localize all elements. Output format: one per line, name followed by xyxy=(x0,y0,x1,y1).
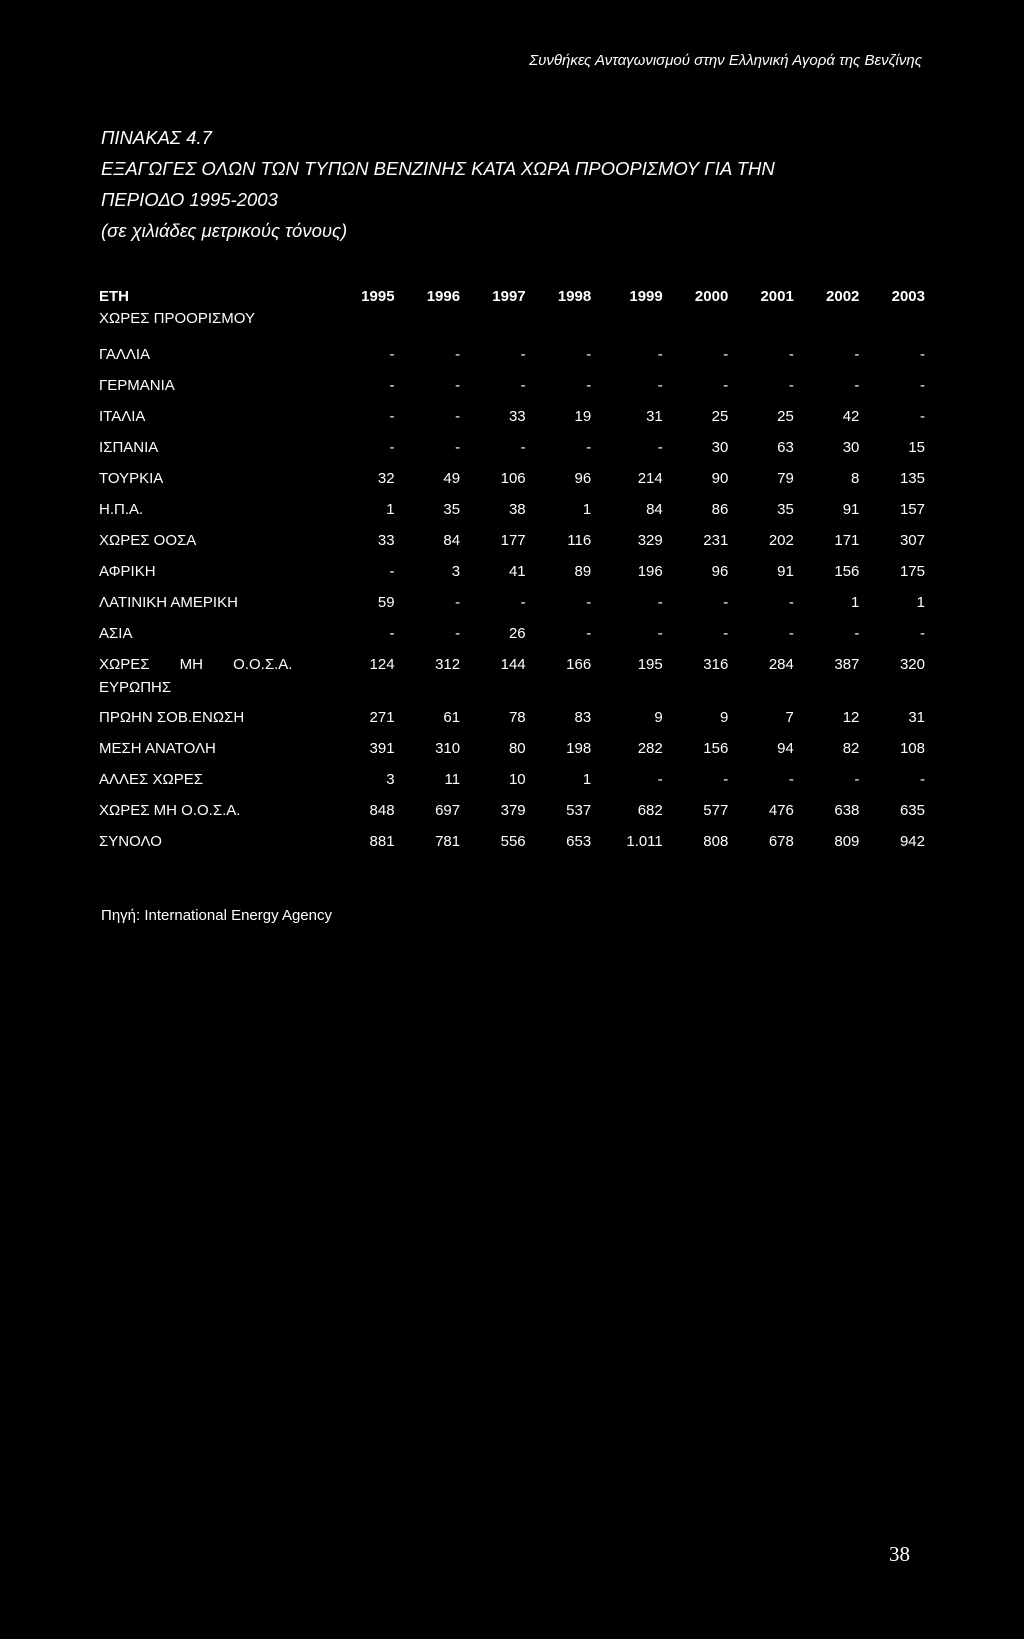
value-cell: 9 xyxy=(719,709,729,726)
value-cell: 379 xyxy=(500,802,526,819)
value-cell: 32 xyxy=(377,470,395,487)
value-cell: 697 xyxy=(435,802,461,819)
value-cell: 881 xyxy=(369,833,395,850)
table-row xyxy=(99,501,925,532)
value-cell: 86 xyxy=(711,501,729,518)
value-cell: - xyxy=(657,594,663,611)
value-cell: - xyxy=(854,625,860,642)
value-cell: 316 xyxy=(703,656,729,673)
value-cell: 25 xyxy=(777,408,794,425)
value-cell: 9 xyxy=(654,709,663,726)
value-cell: - xyxy=(389,563,395,580)
value-cell: 1 xyxy=(386,501,395,518)
country-name: ΛΑΤΙΝΙΚΗ ΑΜΕΡΙΚΗ xyxy=(99,594,238,611)
value-cell: 35 xyxy=(443,501,461,518)
value-cell: 638 xyxy=(834,802,860,819)
value-cell: - xyxy=(657,625,663,642)
value-cell: - xyxy=(657,771,663,788)
value-cell: 1 xyxy=(916,594,925,611)
value-cell: 96 xyxy=(574,470,592,487)
value-cell: - xyxy=(788,771,794,788)
value-cell: 320 xyxy=(899,656,925,673)
value-cell: 90 xyxy=(711,470,729,487)
value-cell: - xyxy=(920,408,925,425)
table-row xyxy=(99,594,925,625)
value-cell: - xyxy=(723,346,729,363)
year-header-cell: 1996 xyxy=(426,288,461,305)
value-cell: - xyxy=(389,408,395,425)
value-cell: 682 xyxy=(637,802,663,819)
country-cell xyxy=(99,439,329,470)
value-cell: 31 xyxy=(646,408,663,425)
value-cell: 678 xyxy=(768,833,794,850)
exports-table xyxy=(99,288,925,864)
table-row xyxy=(99,771,925,802)
country-cell xyxy=(99,470,329,501)
value-cell: - xyxy=(455,439,461,456)
value-cell: 10 xyxy=(508,771,526,788)
country-cell xyxy=(99,377,329,408)
table-row xyxy=(99,408,925,439)
table-row xyxy=(99,470,925,501)
value-cell: - xyxy=(788,377,794,394)
country-cell xyxy=(99,625,329,656)
value-cell: 653 xyxy=(566,833,592,850)
value-cell: - xyxy=(520,346,526,363)
value-cell: - xyxy=(389,625,395,642)
value-cell: - xyxy=(657,439,663,456)
table-units: (σε χιλιάδες μετρικούς τόνους) xyxy=(101,220,348,241)
country-name: ΧΩΡΕΣ ΟΟΣΑ xyxy=(99,532,197,549)
country-cell xyxy=(99,501,329,532)
value-cell: - xyxy=(788,346,794,363)
value-cell: 116 xyxy=(567,532,592,549)
value-cell: - xyxy=(455,625,461,642)
year-header-cell: 2002 xyxy=(826,288,860,305)
value-cell: 171 xyxy=(834,532,860,549)
value-cell: 25 xyxy=(711,408,729,425)
year-header-cell: 1999 xyxy=(629,288,663,305)
value-cell: - xyxy=(586,377,592,394)
value-cell: 80 xyxy=(508,740,526,757)
table-row xyxy=(99,656,925,709)
value-cell: 307 xyxy=(899,532,925,549)
value-cell: - xyxy=(854,377,860,394)
value-cell: 198 xyxy=(566,740,592,757)
value-cell: 84 xyxy=(443,532,461,549)
value-cell: 202 xyxy=(768,532,794,549)
table-row xyxy=(99,563,925,594)
value-cell: - xyxy=(455,594,461,611)
country-cell xyxy=(99,594,329,625)
value-cell: 577 xyxy=(703,802,729,819)
value-cell: 808 xyxy=(703,833,729,850)
value-cell: 106 xyxy=(500,470,526,487)
table-title-line-2: ΠΕΡΙΟΔΟ 1995-2003 xyxy=(101,189,278,210)
value-cell: 33 xyxy=(508,408,526,425)
table-row xyxy=(99,833,925,864)
value-cell: 15 xyxy=(908,439,925,456)
value-cell: 329 xyxy=(637,532,663,549)
country-name-line-2: ΕΥΡΩΠΗΣ xyxy=(99,679,172,696)
value-cell: 78 xyxy=(508,709,526,726)
source-note: Πηγή: International Energy Agency xyxy=(101,907,332,924)
year-header-cell: 2001 xyxy=(760,288,794,305)
value-cell: 59 xyxy=(377,594,395,611)
country-cell xyxy=(99,709,329,740)
country-cell xyxy=(99,532,329,563)
table-row xyxy=(99,709,925,740)
table-row xyxy=(99,625,925,656)
country-header-row xyxy=(99,310,925,346)
value-cell: 387 xyxy=(834,656,860,673)
table-row xyxy=(99,802,925,833)
country-name: ΙΤΑΛΙΑ xyxy=(99,408,146,425)
value-cell: 11 xyxy=(444,771,461,788)
country-name: ΧΩΡΕΣ ΜΗ Ο.Ο.Σ.Α. xyxy=(99,802,241,819)
value-cell: 83 xyxy=(574,709,592,726)
country-label: ΧΩΡΕΣ ΠΡΟΟΡΙΣΜΟΥ xyxy=(99,310,255,327)
country-cell xyxy=(99,740,329,771)
table-number: ΠΙΝΑΚΑΣ 4.7 xyxy=(101,127,212,148)
value-cell: 124 xyxy=(369,656,395,673)
country-cell xyxy=(99,346,329,377)
value-cell: - xyxy=(920,346,925,363)
value-cell: 49 xyxy=(443,470,461,487)
table-title-line-1: ΕΞΑΓΩΓΕΣ ΟΛΩΝ ΤΩΝ ΤΥΠΩΝ ΒΕΝΖΙΝΗΣ ΚΑΤΑ ΧΩΡΑ ΠΡΟΟΡΙΣΜΟΥ ΓΙΑ ΤΗΝ xyxy=(101,158,775,179)
value-cell: 12 xyxy=(842,709,860,726)
country-name: ΤΟΥΡΚΙΑ xyxy=(99,470,164,487)
year-header-cell: 2000 xyxy=(694,288,729,305)
value-cell: 312 xyxy=(435,656,461,673)
value-cell: 94 xyxy=(777,740,794,757)
value-cell: 310 xyxy=(435,740,461,757)
value-cell: - xyxy=(455,377,461,394)
value-cell: 809 xyxy=(834,833,860,850)
value-cell: 175 xyxy=(899,563,925,580)
country-name: Η.Π.Α. xyxy=(99,501,144,518)
country-cell xyxy=(99,771,329,802)
country-name: ΙΣΠΑΝΙΑ xyxy=(99,439,159,456)
table-title-block xyxy=(101,122,775,246)
value-cell: 79 xyxy=(777,470,794,487)
value-cell: 391 xyxy=(369,740,395,757)
value-cell: - xyxy=(389,377,395,394)
table-row xyxy=(99,532,925,563)
value-cell: 3 xyxy=(386,771,395,788)
country-name: ΜΕΣΗ ΑΝΑΤΟΛΗ xyxy=(99,740,216,757)
year-label: ΕΤΗ xyxy=(99,288,129,305)
country-cell xyxy=(99,656,329,709)
country-cell xyxy=(99,802,329,833)
value-cell: 537 xyxy=(566,802,592,819)
country-name: ΧΩΡΕΣ ΜΗ Ο.Ο.Σ.Α. xyxy=(99,656,293,673)
value-cell: 19 xyxy=(574,408,592,425)
value-cell: - xyxy=(723,377,729,394)
value-cell: 1.011 xyxy=(626,833,663,850)
value-cell: 1 xyxy=(851,594,860,611)
value-cell: - xyxy=(854,346,860,363)
country-cell xyxy=(99,833,329,864)
country-name: ΣΥΝΟΛΟ xyxy=(99,833,162,850)
value-cell: 91 xyxy=(777,563,794,580)
value-cell: 282 xyxy=(637,740,663,757)
year-header-cell: 1997 xyxy=(492,288,526,305)
value-cell: 41 xyxy=(508,563,526,580)
country-cell xyxy=(99,408,329,439)
value-cell: 35 xyxy=(777,501,794,518)
value-cell: - xyxy=(723,625,729,642)
value-cell: 476 xyxy=(768,802,794,819)
value-cell: 942 xyxy=(899,833,925,850)
value-cell: 177 xyxy=(500,532,526,549)
country-name: ΓΕΡΜΑΝΙΑ xyxy=(99,377,175,394)
value-cell: 26 xyxy=(508,625,526,642)
value-cell: 82 xyxy=(842,740,860,757)
table-row xyxy=(99,439,925,470)
value-cell: 271 xyxy=(369,709,395,726)
value-cell: 7 xyxy=(785,709,794,726)
value-cell: 31 xyxy=(908,709,925,726)
value-cell: 84 xyxy=(646,501,663,518)
value-cell: - xyxy=(788,625,794,642)
value-cell: 30 xyxy=(842,439,860,456)
value-cell: 42 xyxy=(842,408,860,425)
table-row xyxy=(99,740,925,771)
value-cell: - xyxy=(657,346,663,363)
value-cell: - xyxy=(723,771,729,788)
value-cell: - xyxy=(854,771,860,788)
value-cell: 144 xyxy=(500,656,526,673)
value-cell: 848 xyxy=(369,802,395,819)
value-cell: - xyxy=(920,771,925,788)
value-cell: - xyxy=(455,346,461,363)
country-cell xyxy=(99,563,329,594)
table-row xyxy=(99,346,925,377)
value-cell: - xyxy=(723,594,729,611)
country-name: ΠΡΩΗΝ ΣΟΒ.ΕΝΩΣΗ xyxy=(99,709,245,726)
value-cell: 61 xyxy=(443,709,461,726)
value-cell: 284 xyxy=(768,656,794,673)
value-cell: 556 xyxy=(500,833,526,850)
value-cell: - xyxy=(586,625,592,642)
table-row xyxy=(99,377,925,408)
value-cell: 196 xyxy=(637,563,663,580)
value-cell: - xyxy=(455,408,461,425)
country-name: ΓΑΛΛΙΑ xyxy=(99,346,151,363)
value-cell: 96 xyxy=(711,563,729,580)
value-cell: 3 xyxy=(451,563,461,580)
year-header-cell: 1995 xyxy=(361,288,395,305)
page-number: 38 xyxy=(889,1542,910,1566)
value-cell: - xyxy=(520,377,526,394)
country-name: ΑΣΙΑ xyxy=(99,625,133,642)
value-cell: 108 xyxy=(899,740,925,757)
year-header-row xyxy=(99,288,925,310)
value-cell: 195 xyxy=(637,656,663,673)
year-header-cell: 1998 xyxy=(557,288,592,305)
value-cell: 1 xyxy=(582,501,592,518)
year-header-cell: 2003 xyxy=(891,288,925,305)
value-cell: 1 xyxy=(582,771,592,788)
running-header: Συνθήκες Ανταγωνισμού στην Ελληνική Αγορά της Βενζίνης xyxy=(529,52,922,69)
value-cell: - xyxy=(520,439,526,456)
value-cell: - xyxy=(788,594,794,611)
value-cell: - xyxy=(520,594,526,611)
value-cell: 89 xyxy=(574,563,592,580)
value-cell: 135 xyxy=(899,470,925,487)
value-cell: - xyxy=(586,346,592,363)
value-cell: - xyxy=(657,377,663,394)
value-cell: 156 xyxy=(703,740,729,757)
value-cell: 33 xyxy=(377,532,395,549)
value-cell: 30 xyxy=(711,439,729,456)
value-cell: - xyxy=(920,625,925,642)
value-cell: 635 xyxy=(899,802,925,819)
country-name: ΑΦΡΙΚΗ xyxy=(99,563,156,580)
value-cell: 157 xyxy=(899,501,925,518)
value-cell: - xyxy=(389,439,395,456)
value-cell: 214 xyxy=(637,470,663,487)
value-cell: 91 xyxy=(842,501,860,518)
value-cell: 38 xyxy=(508,501,526,518)
value-cell: - xyxy=(586,439,592,456)
value-cell: - xyxy=(586,594,592,611)
value-cell: 63 xyxy=(777,439,794,456)
value-cell: 231 xyxy=(703,532,729,549)
value-cell: - xyxy=(389,346,395,363)
country-name: ΑΛΛΕΣ ΧΩΡΕΣ xyxy=(99,771,203,788)
value-cell: 8 xyxy=(851,470,860,487)
value-cell: 781 xyxy=(435,833,461,850)
value-cell: - xyxy=(920,377,925,394)
value-cell: 166 xyxy=(566,656,592,673)
value-cell: 156 xyxy=(834,563,860,580)
